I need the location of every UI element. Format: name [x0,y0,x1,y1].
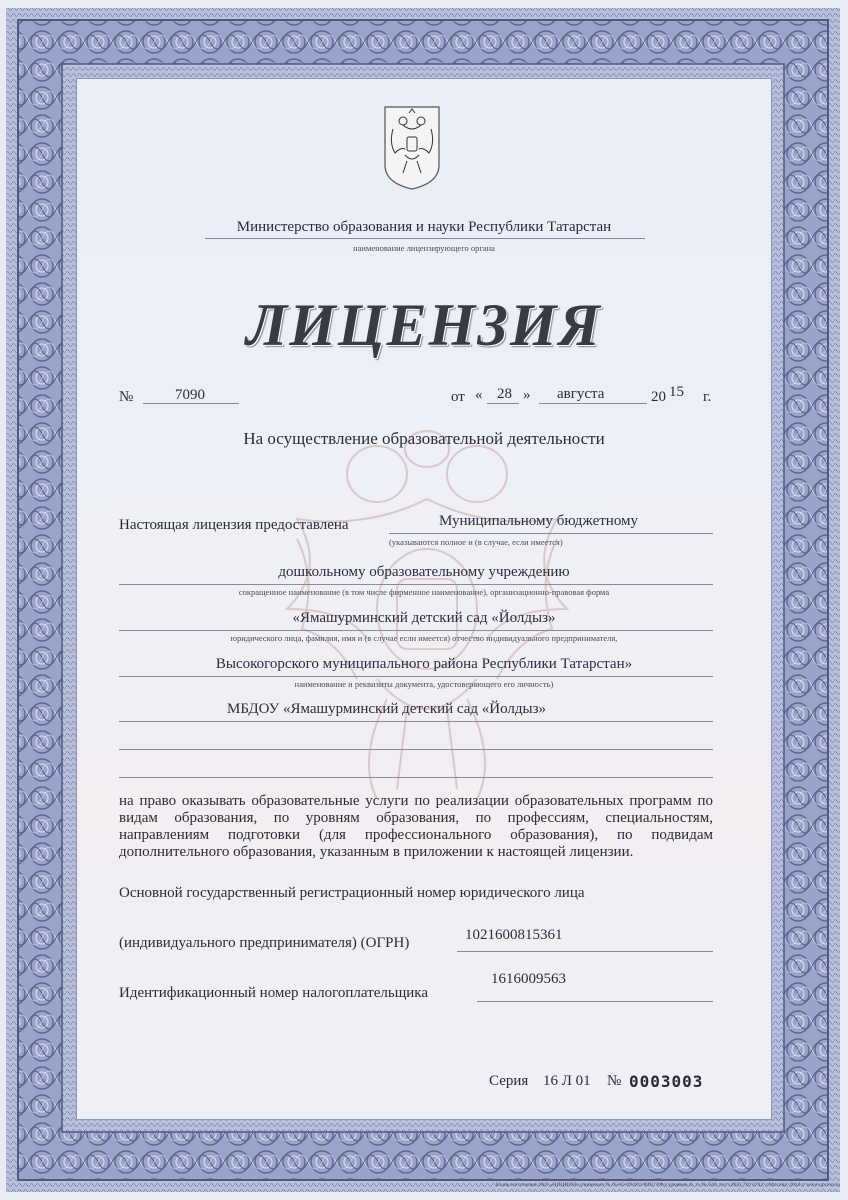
date-month: августа [557,386,605,402]
grantee-label: Настоящая лицензия предоставлена [119,517,349,533]
day-underline [487,403,519,404]
inn-underline [477,1001,713,1002]
rights-paragraph: на право оказывать образовательные услуги по реализации образовательных программ по видам образования, по уровням образования, по профессиям, специальностям, направлениям подготовки (для профессионального образования), по подвидам дополнительного образования, указанным в приложении к настоящей лицензии. [119,793,713,860]
year-suffix: 15 [669,384,684,400]
date-close-quote: » [523,387,531,403]
grantee-line-3: «Ямашурминский детский сад «Йолдыз» [292,610,556,626]
grantee-underline-2 [119,584,713,585]
grantee-caption-4: наименование и реквизиты документа, удостоверяющего его личность) [294,679,554,689]
license-number: 7090 [175,387,205,403]
blank-line-2 [119,777,713,778]
year-label: г. [703,389,712,405]
certificate-body [76,78,772,1120]
ogrn-label-2: (индивидуального предпринимателя) (ОГРН) [119,935,410,951]
document-title: ЛИЦЕНЗИЯ [246,292,602,358]
ogrn-label-1: Основной государственный регистрационный номер юридического лица [119,885,585,901]
grantee-line-4: Высокогорского муниципального района Республики Татарстан» [215,656,633,672]
grantee-line-5: МБДОУ «Ямашурминский детский сад «Йолдыз» [227,701,547,717]
ogrn-value: 1021600815361 [465,927,563,943]
series-label: Серия [489,1073,529,1089]
number-underline [143,403,239,404]
inn-value: 1616009563 [491,971,566,987]
grantee-caption-1: (указываются полное и (в случае, если имеется) [389,537,563,547]
issuer-name: Министерство образования и науки Республики Татарстан [236,219,612,235]
series-value: 16 Л 01 [543,1073,591,1089]
grantee-line-2: дошкольному образовательному учреждению [278,564,570,580]
russian-coat-of-arms-icon [383,103,441,191]
month-underline [539,403,647,404]
grantee-underline-4 [119,676,713,677]
blank-line-1 [119,749,713,750]
date-open-quote: « [475,387,483,403]
issuer-caption: наименование лицензирующего органа [353,243,495,253]
ogrn-underline [457,951,713,952]
issuer-underline [205,238,645,239]
grantee-underline-1 [389,533,713,534]
date-day: 28 [497,386,512,402]
grantee-caption-3: юридического лица, фамилия, имя и (в случае если имеется) отчество индивидуального предпринимателя, [230,633,618,643]
year-prefix: 20 [651,389,666,405]
activity-title: На осуществление образовательной деятельности [243,429,605,448]
inn-label: Идентификационный номер налогоплательщика [119,985,429,1001]
grantee-caption-2: сокращенное наименование (в том числе фирменное наименование), организационно-правовая форма [238,587,610,597]
grantee-underline-3 [119,630,713,631]
date-from-label: от [451,389,465,405]
series-number: 0003003 [629,1072,704,1091]
grantee-line-1: Муниципальному бюджетному [439,513,639,529]
grantee-underline-5 [119,721,713,722]
number-label: № [119,389,134,405]
series-number-label: № [607,1073,622,1089]
printer-footer: Бланк изготовлен ЗАО «ОПЦИОН» (лицензия № 05-05-09/003 ФНС РФ), уровень А, тз № 520, тел. (495) 726 4742, г.Москва, 2014 г. www.opcion.ru [495,1182,840,1188]
